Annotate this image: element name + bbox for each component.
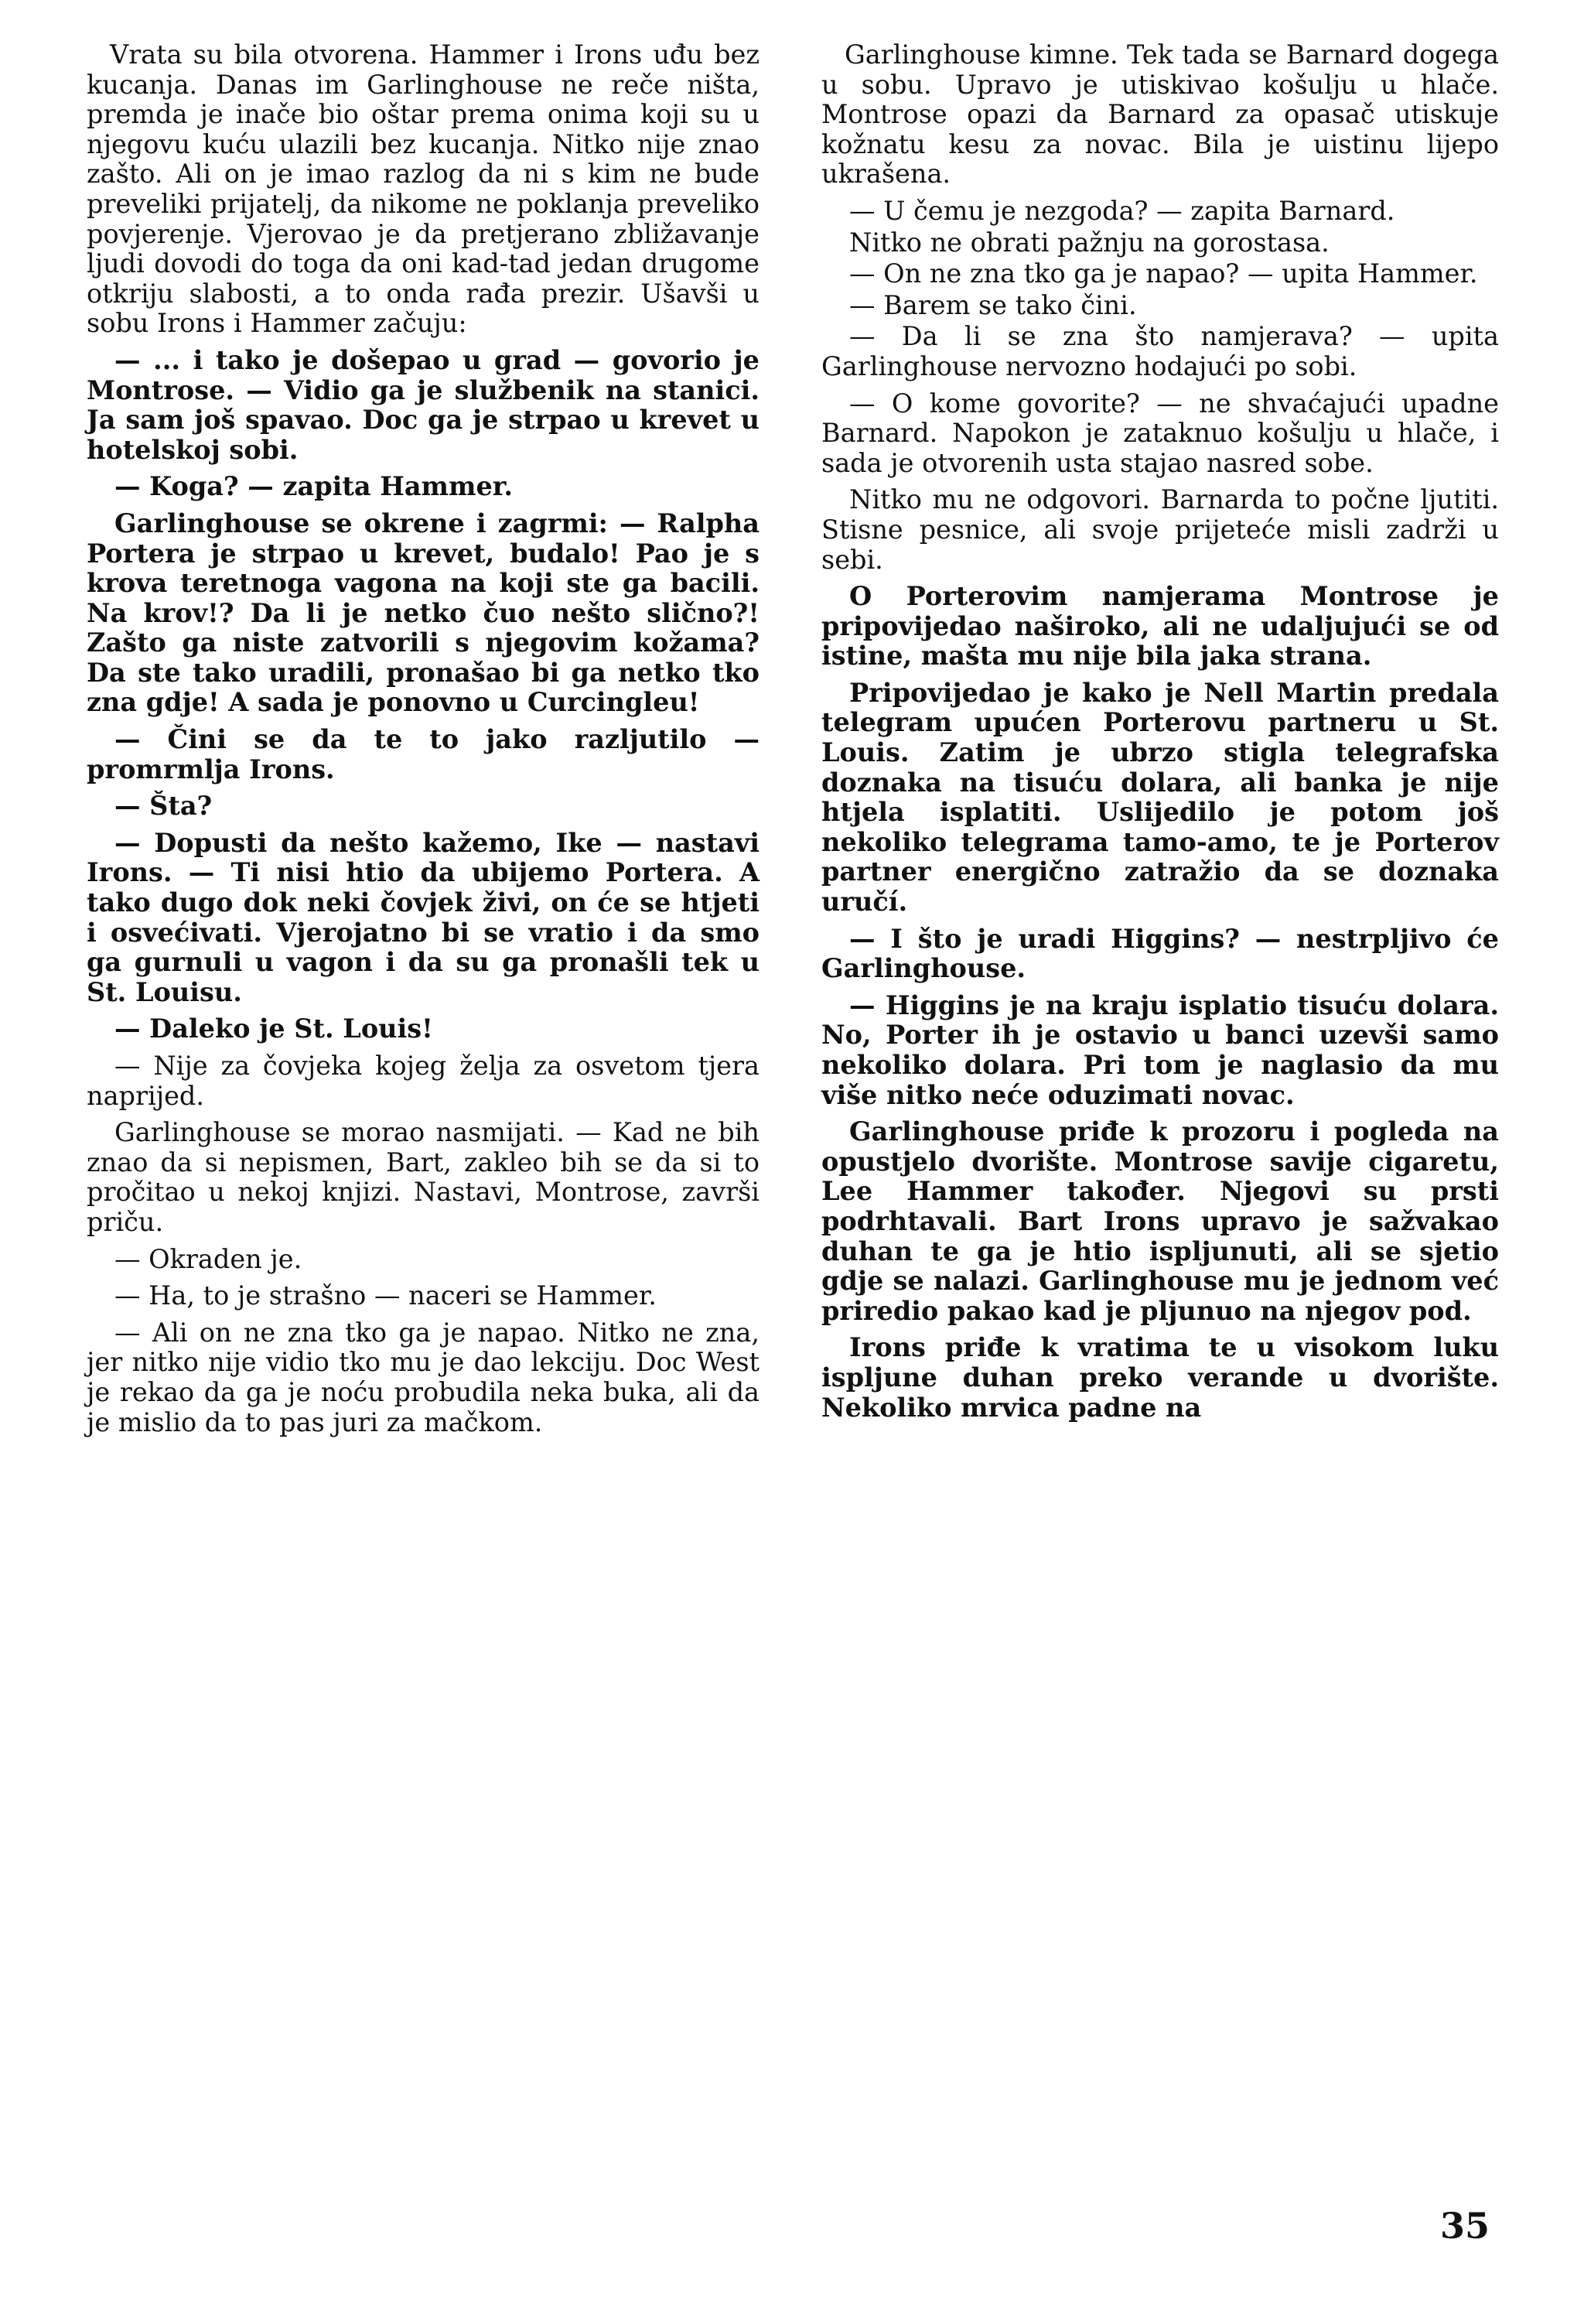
paragraph: — I što je uradi Higgins? — nestrpljivo će Garlinghouse.: [821, 923, 1499, 984]
page-number: 35: [1440, 2205, 1490, 2247]
paragraph: Nitko mu ne odgovori. Barnarda to počne ljutiti. Stisne pesnice, ali svoje prijeteće misli zadrži u sebi.: [821, 484, 1499, 575]
paragraph: O Porterovim namjerama Montrose je pripovijedao naširoko, ali ne udaljujući se od istine, mašta mu nije bila jaka strana.: [821, 581, 1499, 672]
paragraph: — Okraden je.: [114, 1243, 302, 1274]
paragraph: — U čemu je nezgoda? — zapita Barnard.: [849, 195, 1395, 226]
paragraph: — Higgins je na kraju isplatio tisuću dolara. No, Porter ih je ostavio u banci uzevši samo nekoliko dolara. Pri tom je naglasio da mu više nitko neće oduzimati novac.: [821, 989, 1499, 1110]
paragraph: Irons priđe k vratima te u visokom luku ispljune duhan preko verande u dvorište. Nekoliko mrvica padne na: [821, 1332, 1499, 1423]
paragraph: — Daleko je St. Louis!: [114, 1013, 433, 1044]
paragraph: — Da li se zna što namjerava? — upita Garlinghouse nervozno hodajući po sobi.: [821, 321, 1499, 381]
paragraph: — Šta?: [114, 791, 213, 822]
paragraph: — Koga? — zapita Hammer.: [114, 471, 513, 502]
paragraph: — Barem se tako čini.: [849, 289, 1137, 320]
left-text-column: [87, 40, 760, 1444]
paragraph: Garlinghouse kimne. Tek tada se Barnard dogega u sobu. Upravo je utiskivao košulju u hlače. Montrose opazi da Barnard za opasač utiskuje kožnatu kesu za novac. Bila je uistinu lijepo ukrašena.: [821, 39, 1499, 190]
paragraph: — O kome govorite? — ne shvaćajući upadne Barnard. Napokon je zataknuo košulju u hlače, i sada je otvorenih usta stajao nasred sobe.: [821, 388, 1499, 478]
paragraph: — Čini se da te to jako razljutilo — promrmlja Irons.: [87, 724, 760, 784]
paragraph: Vrata su bila otvorena. Hammer i Irons uđu bez kucanja. Danas im Garlinghouse ne reče ništa, premda je inače bio oštar prema onima koji su u njegovu kuću ulazili bez kucanja. Nitko nije znao zašto. Ali on je imao razlog da ni s kim ne bude preveliki prijatelj, da nikome ne poklanja preveliko povjerenje. Vjerovao je da pretjerano zbližavanje ljudi dovodi do toga da oni kad-tad jedan drugome otkriju slabosti, a to onda rađa prezir. Ušavši u sobu Irons i Hammer začuju:: [87, 39, 760, 339]
paragraph: — Nije za čovjeka kojeg želja za osvetom tjera naprijed.: [87, 1051, 760, 1111]
right-text-column: [821, 40, 1499, 1430]
paragraph: — ... i tako je došepao u grad — govorio je Montrose. — Vidio ga je službenik na stanici. Ja sam još spavao. Doc ga je strpao u krevet u hotelskoj sobi.: [87, 344, 760, 465]
paragraph: Garlinghouse priđe k prozoru i pogleda na opustjelo dvorište. Montrose savije cigaretu, Lee Hammer također. Njegovi su prsti podrhtavali. Bart Irons upravo je sažvakao duhan te ga je htio ispljunuti, ali se sjetio gdje se nalazi. Garlinghouse mu je jednom već priredio pakao kad je pljunuo na njegov pod.: [821, 1116, 1499, 1326]
paragraph: Pripovijedao je kako je Nell Martin predala telegram upućen Porterovu partneru u St. Louis. Zatim je ubrzo stigla telegrafska doznaka na tisuću dolara, ali banka je nije htjela isplatiti. Uslijedilo je potom još nekoliko telegrama tamo-amo, te je Porterov partner energično zatražio da se doznaka uručí.: [821, 677, 1499, 918]
paragraph: — Ali on ne zna tko ga je napao. Nitko ne zna, jer nitko nije vidio tko mu je dao lekciju. Doc West je rekao da ga je noću probudila neka buka, ali da je mislio da to pas juri za mačkom.: [87, 1317, 760, 1437]
paragraph: Garlinghouse se morao nasmijati. — Kad ne bih znao da si nepismen, Bart, zakleo bih se da si to pročitao u nekoj knjizi. Nastavi, Montrose, završi priču.: [87, 1117, 760, 1237]
paragraph: — On ne zna tko ga je napao? — upita Hammer.: [849, 258, 1478, 289]
paragraph: Nitko ne obrati pažnju na gorostasa.: [849, 227, 1330, 258]
paragraph: Garlinghouse se okrene i zagrmi: — Ralpha Portera je strpao u krevet, budalo! Pao je s krova teretnoga vagona na koji ste ga bacili. Na krov!? Da li je netko čuo nešto slično?! Zašto ga niste zatvorili s njegovim kožama? Da ste tako uradili, pronašao bi ga netko tko zna gdje! A sada je ponovno u Curcingleu!: [87, 508, 760, 718]
paragraph: — Ha, to je strašno — naceri se Hammer.: [114, 1280, 657, 1311]
paragraph: — Dopusti da nešto kažemo, Ike — nastavi Irons. — Ti nisi htio da ubijemo Portera. A tako dugo dok neki čovjek živi, on će se htjeti i osvećivati. Vjerojatno bi se vratio i da smo ga gurnuli u vagon i da su ga pronašli tek u St. Louisu.: [87, 827, 760, 1007]
